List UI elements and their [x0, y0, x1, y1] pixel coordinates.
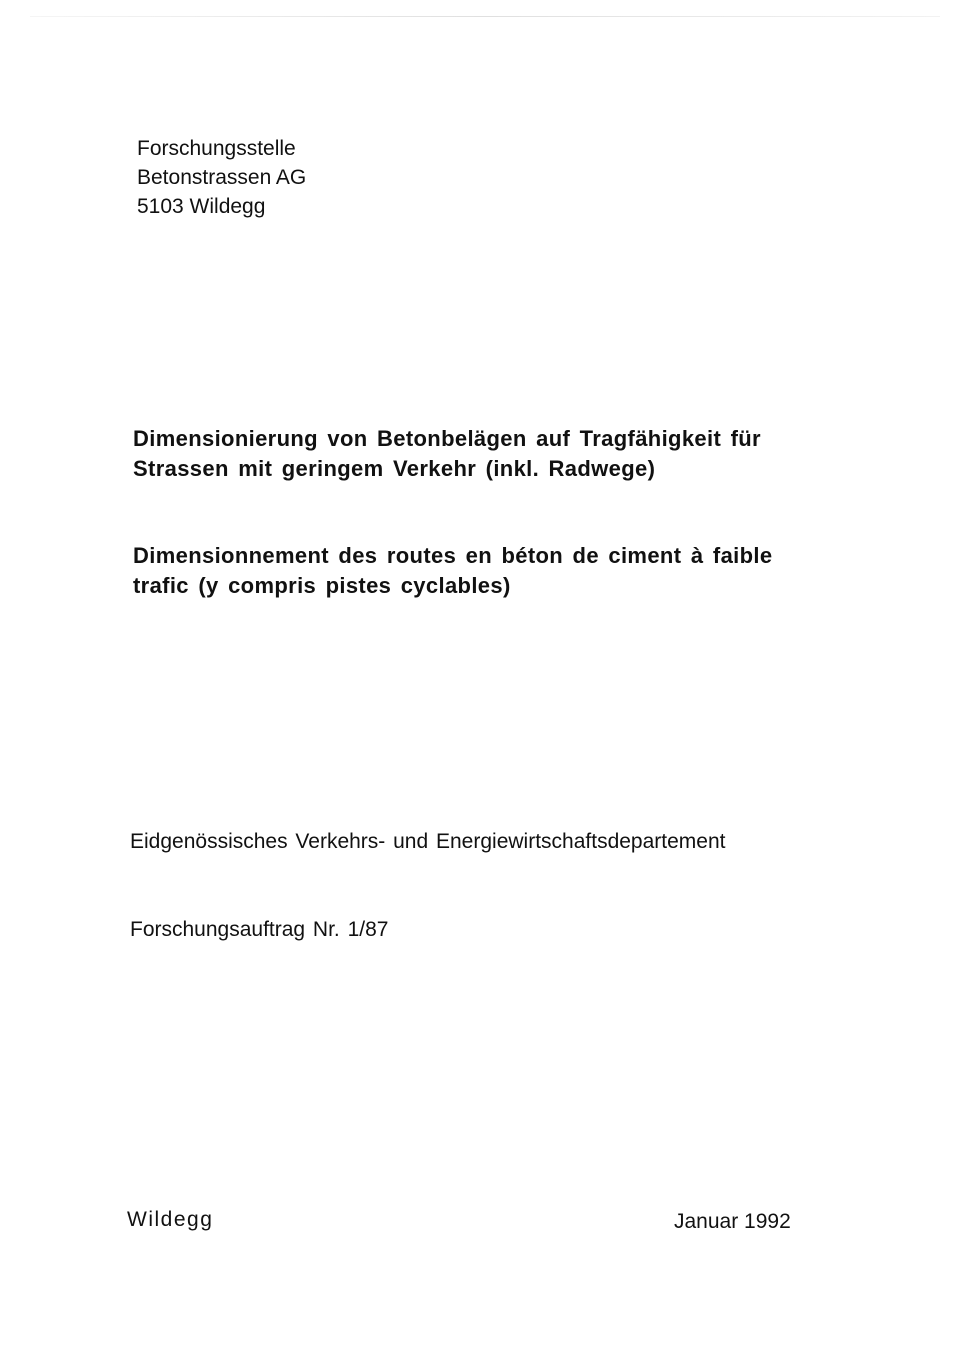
german-title [133, 424, 761, 484]
scan-edge-line [30, 16, 940, 17]
french-title [133, 541, 772, 601]
german-title-line2: Strassen mit geringem Verkehr (inkl. Radwege) [133, 456, 656, 481]
footer-place: Wildegg [127, 1208, 214, 1231]
department-name: Eidgenössisches Verkehrs- und Energiewirtschaftsdepartement [130, 830, 726, 853]
german-title-line1: Dimensionierung von Betonbelägen auf Tragfähigkeit für [133, 426, 761, 451]
french-title-line2: trafic (y compris pistes cyclables) [133, 573, 511, 598]
institution-name-line2: Betonstrassen AG [137, 166, 307, 189]
institution-address [137, 134, 306, 221]
footer-date: Januar 1992 [674, 1210, 791, 1233]
french-title-line1: Dimensionnement des routes en béton de ciment à faible [133, 543, 773, 568]
institution-postal-line: 5103 Wildegg [137, 195, 266, 218]
institution-name-line1: Forschungsstelle [137, 137, 296, 160]
research-contract-number: Forschungsauftrag Nr. 1/87 [130, 918, 389, 941]
